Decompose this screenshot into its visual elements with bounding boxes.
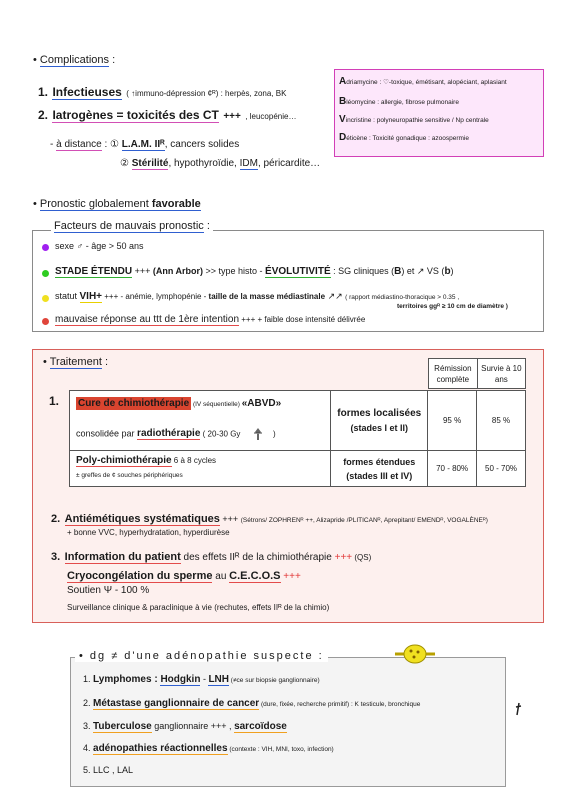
traitement-num-1: 1. [49,394,60,408]
row2-stades: (stades III et IV) [346,470,413,481]
complication-infectieuses: 1. Infectieuses ( ↑immuno-dépression ¢ᴿ) : herpès, zona, BK [38,85,287,99]
row2-poly: Poly-chimiothérapie 6 à 8 cycles [76,455,217,466]
facteur-stade-etendu: STADE ÉTENDU +++ (Ann Arbor) >> type histo - ÉVOLUTIVITÉ : SG cliniques (B) et ↗ VS (b) [55,266,454,277]
complications-heading: • Complications : [33,54,116,66]
facteurs-title: Facteurs de mauvais pronostic : [51,220,213,232]
bullet-green [42,270,49,277]
abvd-line-a: Adriamycine : ♡-toxique, émétisant, alopéciant, aplasiant [339,76,507,87]
traitement-box [32,349,544,623]
complication-distance-2: ② Stérilité, hypothyroïdie, IDM, péricardite… [120,158,321,169]
row1-survie: 85 % [477,391,526,451]
abvd-line-b: Bléomycine : allergie, fibrose pulmonaire [339,96,459,107]
col-survie: Survie à 10 ans [477,359,525,389]
facteur-vih-masse: statut VIH+ +++ - anémie, lymphopénie - taille de la masse médiastinale ↗↗ ( rapport médiastino-thoracique > 0.35 , [55,291,460,302]
radiation-icon [251,427,265,441]
dg-heading: • dg ≠ d'une adénopathie suspecte : [75,650,328,662]
row1-formes: formes localisées [337,407,422,419]
traitement-table [69,390,526,487]
bullet-red [42,318,49,325]
abvd-line-v: Vincristine : polyneuropathie sensitive / Np centrale [339,114,489,125]
dg-box [70,650,506,787]
facteur-sexe-age: sexe ♂ - âge > 50 ans [55,241,144,251]
dg-line-2: 2. Métastase ganglionnaire de cancer (dure, fixée, recherche primitif) : K testicule, bronchique [83,698,421,709]
complication-distance: - à distance : ① L.A.M. IIᴿ, cancers solides [50,139,240,150]
abvd-toxicity-box [334,69,544,157]
dg-line-3: 3. Tuberculose ganglionnaire +++ , sarcoïdose [83,721,287,732]
cryocongelation: Cryocongélation du sperme au C.E.C.O.S +++ [67,570,301,582]
lymph-node-icon [395,642,435,671]
col-remission: Rémission complète [429,359,478,389]
surveillance: Surveillance clinique & paraclinique à vie (rechutes, effets IIᴿ de la chimio) [67,603,330,612]
complication-iatrogenes: 2. Iatrogènes = toxicités des CT +++ , leucopénie… [38,108,297,122]
row2-survie: 50 - 70% [477,451,526,487]
traitement-header-table [428,358,526,389]
information-patient: 3. Information du patient des effets IIᴿ de la chimiothérapie +++ (QS) [51,551,372,563]
antiemetiques-line2: + bonne VVC, hyperhydratation, hyperdiurèse [67,528,230,537]
row2-formes: formes étendues [343,456,416,467]
pronostic-box [32,220,544,332]
row2-greffe: ± greffes de ¢ souches périphériques [76,472,183,479]
row1-stades: (stades I et II) [350,422,408,433]
row1-radio: consolidée par radiothérapie ( 20-30 Gy ) [76,428,276,440]
row2-remission: 70 - 80% [428,451,477,487]
abvd-line-d: Déticène : Toxicité gonadique : azoospermie [339,132,469,143]
scribble-icon [514,702,522,721]
antiemetiques: 2. Antiémétiques systématiques +++ (Sétrons/ ZOPHRENᴿ ++, Alizapride /PLITICANᴿ, Aprepitant/ EMENDᴿ, VOGALÈNEᴿ) [51,513,488,525]
dg-line-1: 1. Lymphomes : Hodgkin - LNH (≠ce sur biopsie ganglionnaire) [83,674,320,685]
bullet-purple [42,244,49,251]
soutien: Soutien Ψ - 100 % [67,585,150,596]
row1-cure: Cure de chimiothérapie (IV séquentielle) «ABVD» [78,398,282,409]
dg-line-4: 4. adénopathies réactionnelles (contexte : VIH, MNI, toxo, infection) [83,743,334,754]
dg-line-5: 5. LLC , LAL [83,765,134,775]
pronostic-heading: • Pronostic globalement favorable [33,198,201,210]
facteur-mauvaise-reponse: mauvaise réponse au ttt de 1ère intention +++ + faible dose intensité délivrée [55,314,366,325]
bullet-yellow [42,295,49,302]
traitement-heading: • Traitement : [43,356,109,368]
facteur-territoires: territoires ggᴿ ≥ 10 cm de diamètre ) [397,303,508,310]
row1-remission: 95 % [428,391,477,451]
